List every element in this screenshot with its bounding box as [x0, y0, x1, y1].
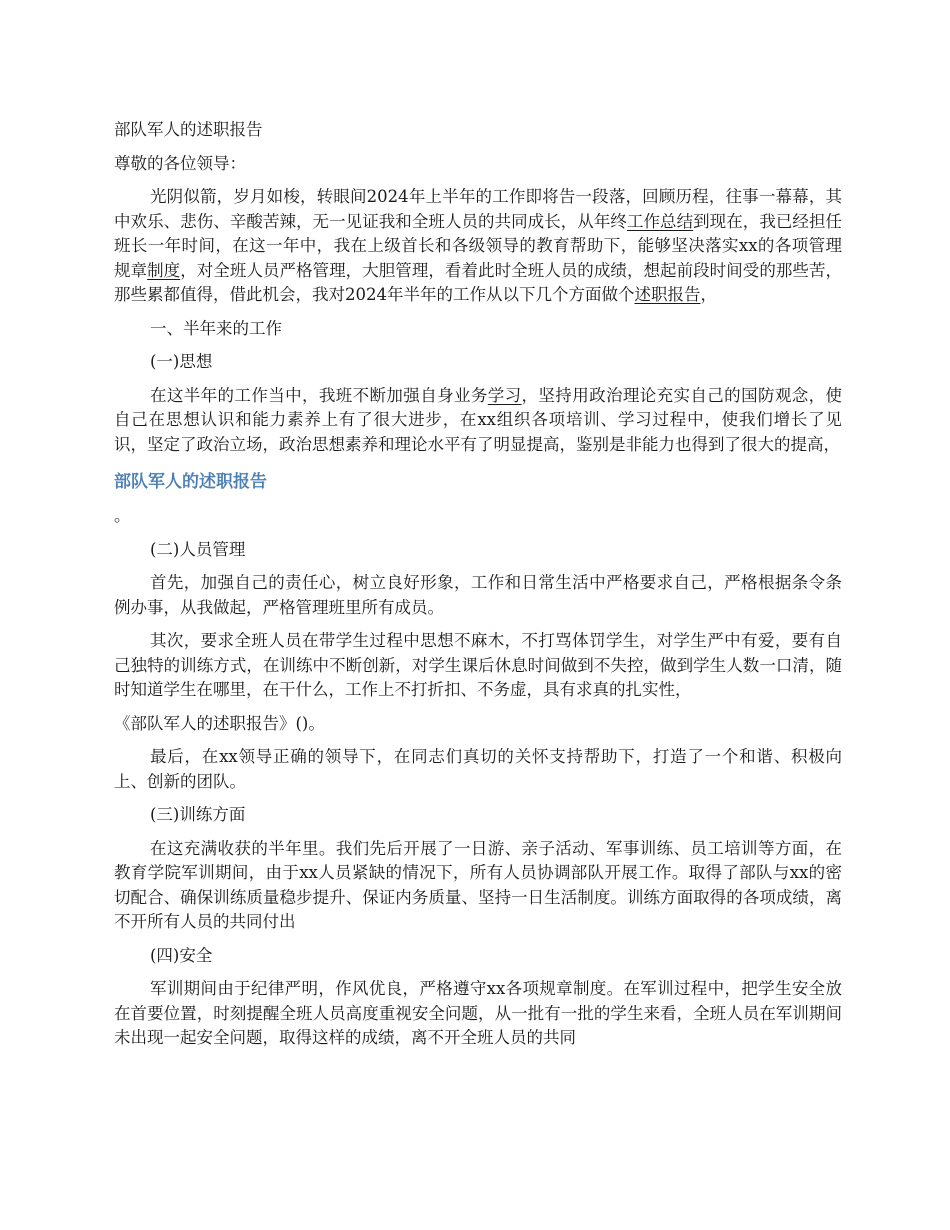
subsection-personnel: (二)人员管理 — [150, 539, 246, 559]
text-run: ，坚持用政治理论充实自己的国防观念，使自己在思想认识和能力素养上有了很大进步，在xx组织各项培训、学习过程中，使我们增长了见识，坚定了政治立场，政治思想素养和理论水平有了明显提高，鉴别是非能力也得到了很大的提高， — [114, 385, 843, 454]
text-run: ， — [700, 285, 717, 304]
blue-subheading: 部队军人的述职报告 — [114, 472, 267, 492]
period-mark: 。 — [114, 506, 131, 525]
paragraph-intro — [114, 185, 842, 308]
link-study[interactable]: 学习 — [487, 385, 522, 405]
paragraph-citation: 《部队军人的述职报告》()。 — [114, 713, 325, 733]
document-title: 部队军人的述职报告 — [114, 120, 263, 139]
paragraph-second: 其次，要求全班人员在带学生过程中思想不麻木，不打骂体罚学生，对学生严中有爱，要有自己独特的训练方式，在训练中不断创新，对学生课后休息时间做到不失控，做到学生人数一口清，随时知道学生在哪里，在干什么，工作上不打折扣、不务虚，具有求真的扎实性， — [114, 631, 842, 699]
subsection-training: (三)训练方面 — [150, 805, 246, 824]
paragraph-first: 首先，加强自己的责任心，树立良好形象，工作和日常生活中严格要求自己，严格根据条令条例办事，从我做起，严格管理班里所有成员。 — [114, 573, 842, 617]
subsection-thought: (一)思想 — [150, 352, 213, 371]
text-run: 在这半年的工作当中，我班不断加强自身业务 — [150, 385, 488, 405]
text-run: 到现在，我已经担任班长一年时间，在这一年中，我在上级首长和各级领导的教育帮助下，能够坚决落实xx的各项管理规章 — [114, 211, 843, 280]
section-heading-1: 一、半年来的工作 — [150, 318, 282, 338]
paragraph-safety: 军训期间由于纪律严明，作风优良，严格遵守xx各项规章制度。在军训过程中，把学生安全放在首要位置，时刻提醒全班人员高度重视安全问题，从一批有一批的学生来看，全班人员在军训期间未出现一起安全问题，取得这样的成绩，离不开全班人员的共同 — [114, 979, 842, 1047]
subsection-safety: (四)安全 — [150, 945, 213, 965]
salutation: 尊敬的各位领导： — [114, 153, 246, 173]
text-run: 光阴似箭，岁月如梭，转眼间2024年上半年的工作即将告一段落，回顾历程，往事一幕幕，其中欢乐、悲伤、辛酸苦辣，无一见证我和全班人员的共同成长，从年终 — [114, 187, 842, 231]
text-run: ，对全班人员严格管理，大胆管理，看着此时全班人员的成绩，想起前段时间受的那些苦，那些累都值得，借此机会，我对2024年半年的工作从以下几个方面做个 — [114, 260, 843, 304]
link-system[interactable]: 制度 — [147, 260, 181, 280]
document-body — [114, 118, 842, 1051]
paragraph-finally: 最后，在xx领导正确的领导下，在同志们真切的关怀支持帮助下，打造了一个和谐、积极向上、创新的团队。 — [114, 747, 842, 791]
link-work-summary[interactable]: 工作总结 — [626, 211, 694, 231]
paragraph-training: 在这充满收获的半年里。我们先后开展了一日游、亲子活动、军事训练、员工培训等方面，在教育学院军训期间，由于xx人员紧缺的情况下，所有人员协调部队开展工作。取得了部队与xx的密切配合、确保训练质量稳步提升、保证内务质量、坚持一日生活制度。训练方面取得的各项成绩，离不开所有人员的共同付出 — [114, 838, 842, 931]
paragraph-thought — [114, 384, 842, 458]
link-report[interactable]: 述职报告 — [634, 285, 701, 304]
